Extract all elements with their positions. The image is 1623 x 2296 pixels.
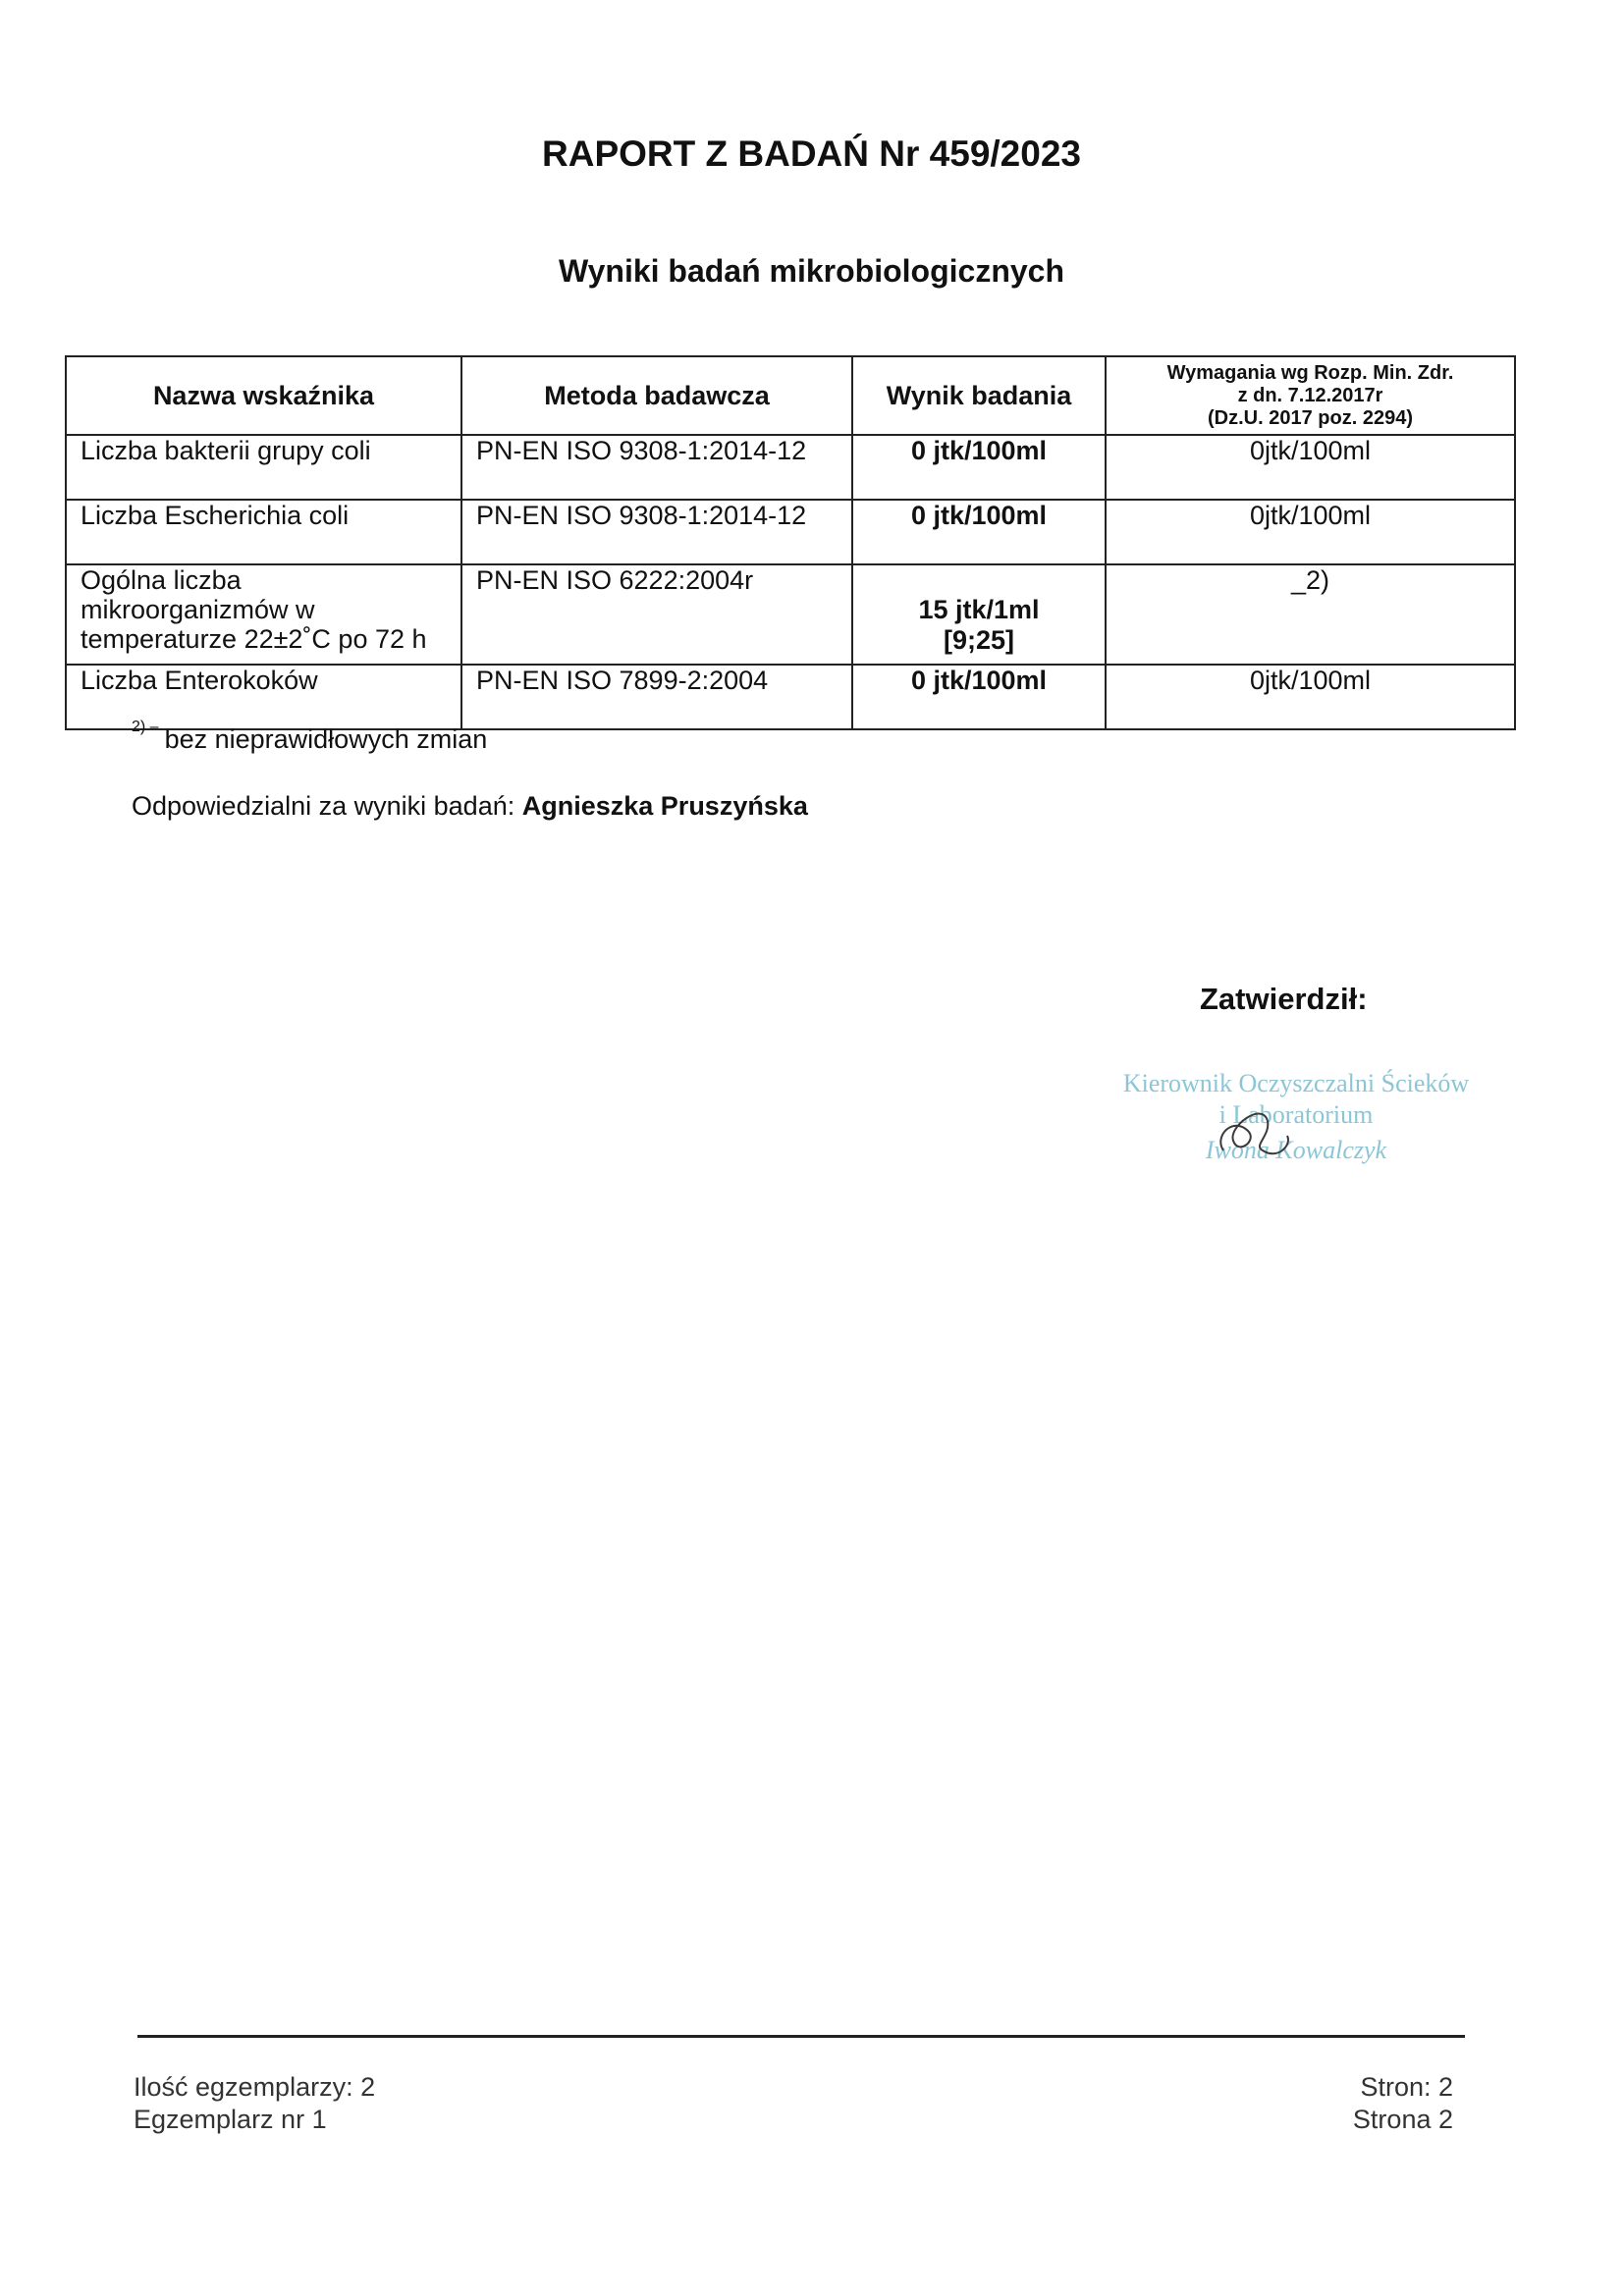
test-method: PN-EN ISO 6222:2004r [461, 564, 852, 665]
header-result: Wynik badania [852, 356, 1106, 435]
table-row [66, 564, 1515, 665]
indicator-name: Liczba bakterii grupy coli [66, 435, 461, 500]
indicator-name-line2: mikroorganizmów w [81, 595, 315, 624]
test-result: 0 jtk/100ml [852, 435, 1106, 500]
indicator-name: Liczba Enterokoków [66, 665, 461, 729]
footer-divider [137, 2035, 1465, 2038]
table-row [66, 500, 1515, 564]
requirement-value: 0jtk/100ml [1106, 435, 1515, 500]
test-result: 0 jtk/100ml [852, 500, 1106, 564]
test-result: 0 jtk/100ml [852, 665, 1106, 729]
footer-left [134, 2071, 375, 2136]
stamp-name: Iwona Kowalczyk [1205, 1136, 1387, 1164]
header-requirement-line1: Wymagania wg Rozp. Min. Zdr. [1166, 361, 1454, 384]
indicator-name-line1: Ogólna liczba [81, 565, 242, 595]
table-header-row [66, 356, 1515, 435]
report-subtitle: Wyniki badań mikrobiologicznych [558, 253, 1065, 289]
indicator-name: Liczba Escherichia coli [66, 500, 461, 564]
test-result-line1: 15 jtk/1ml [918, 595, 1040, 624]
indicator-name [66, 564, 461, 665]
copies-count: Ilość egzemplarzy: 2 [134, 2072, 376, 2102]
copy-number: Egzemplarz nr 1 [134, 2105, 327, 2134]
footnote-marker: 2) – [132, 719, 159, 735]
table-row [66, 665, 1515, 729]
table-row [66, 435, 1515, 500]
pages-total: Stron: 2 [1360, 2072, 1453, 2102]
indicator-name-line3: temperaturze 22±2˚C po 72 h [81, 624, 427, 654]
responsible-person: Agnieszka Pruszyńska [521, 791, 808, 821]
header-requirement-line3: (Dz.U. 2017 poz. 2294) [1208, 406, 1413, 429]
requirement-value: _2) [1106, 564, 1515, 665]
stamp-line1: Kierownik Oczyszczalni Ścieków [1122, 1069, 1470, 1097]
test-result-line2: [9;25] [943, 625, 1015, 655]
stamp-line2: i Laboratorium [1218, 1100, 1374, 1129]
footer-right [1276, 2071, 1453, 2136]
test-method: PN-EN ISO 7899-2:2004 [461, 665, 852, 729]
test-method: PN-EN ISO 9308-1:2014-12 [461, 500, 852, 564]
responsible-label: Odpowiedzialni za wyniki badań: [132, 791, 515, 821]
footnote [132, 719, 488, 755]
approval-label: Zatwierdził: [1200, 982, 1368, 1016]
requirement-value: 0jtk/100ml [1106, 500, 1515, 564]
responsible-line [132, 791, 808, 822]
header-requirement-line2: z dn. 7.12.2017r [1237, 384, 1383, 406]
signature-mark [1194, 1092, 1312, 1170]
footnote-text: bez nieprawidłowych zmian [164, 724, 488, 754]
test-result [852, 564, 1106, 665]
header-method: Metoda badawcza [461, 356, 852, 435]
requirement-value: 0jtk/100ml [1106, 665, 1515, 729]
test-method: PN-EN ISO 9308-1:2014-12 [461, 435, 852, 500]
report-title: RAPORT Z BADAŃ Nr 459/2023 [542, 133, 1081, 174]
header-name: Nazwa wskaźnika [66, 356, 461, 435]
page-number: Strona 2 [1352, 2105, 1453, 2134]
results-table [65, 355, 1516, 730]
header-requirement [1106, 356, 1515, 435]
